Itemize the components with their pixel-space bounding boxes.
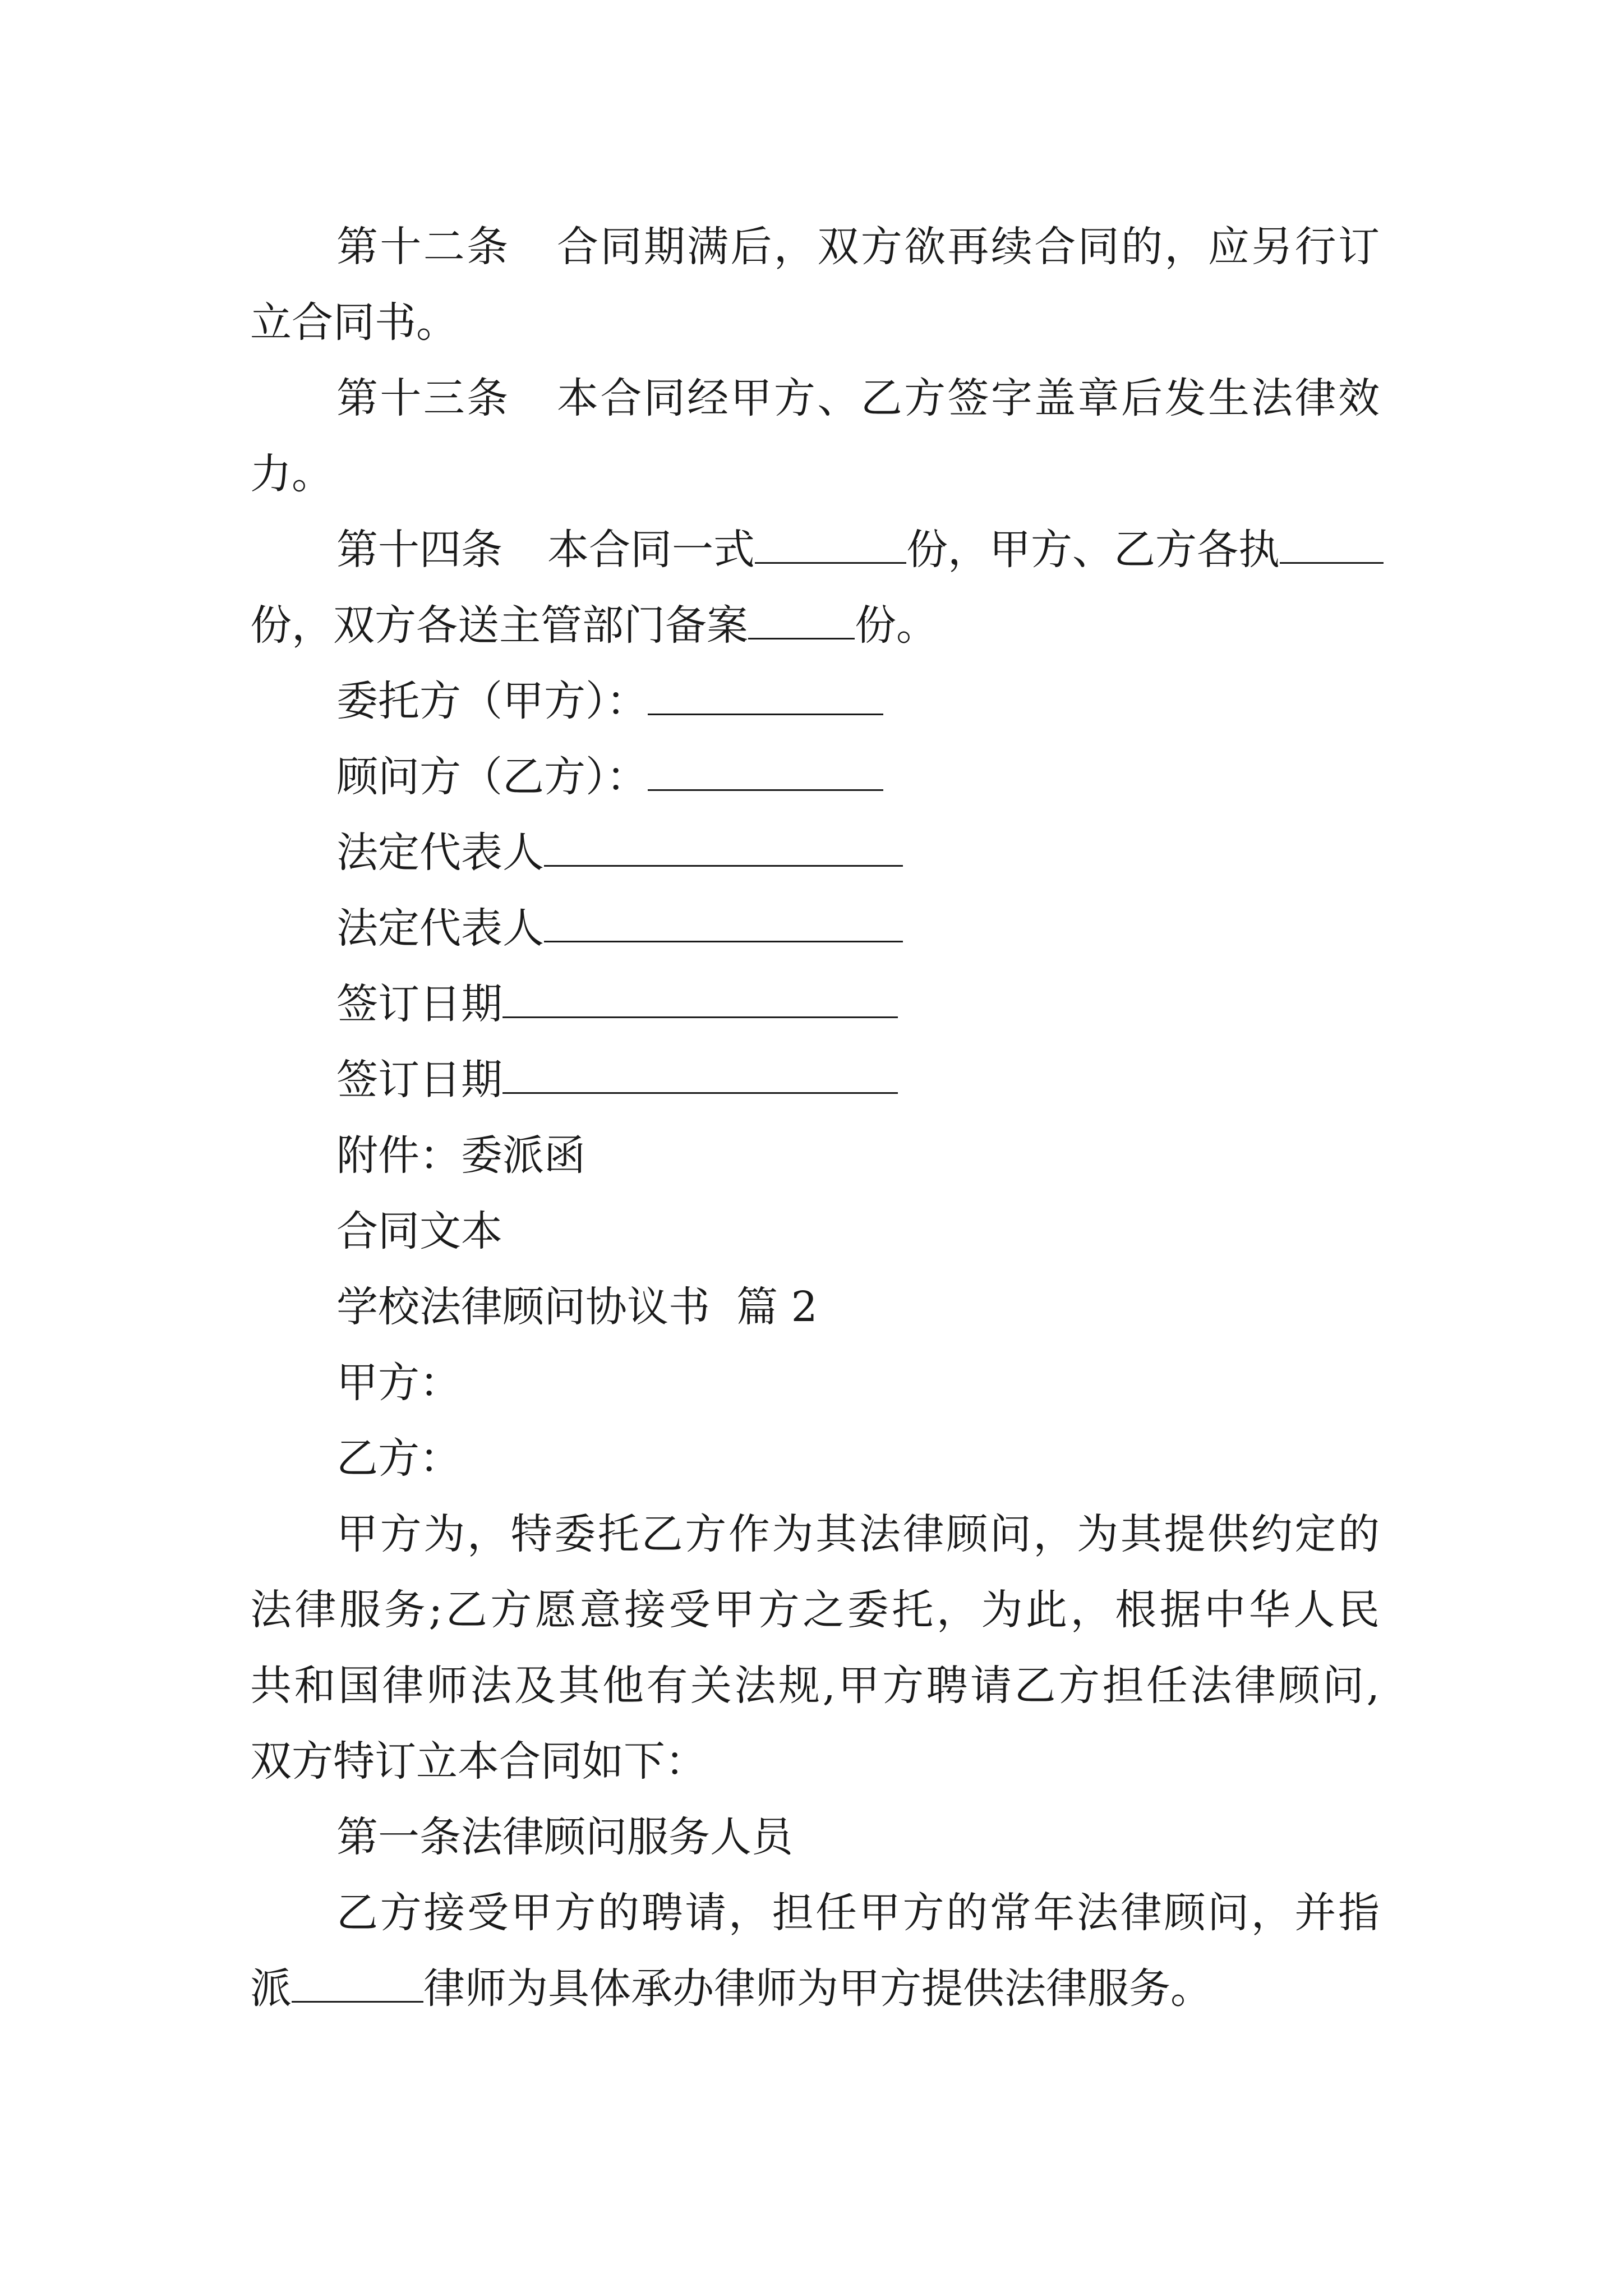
attachment-line: 附件：委派函 <box>336 1131 585 1180</box>
article-1-part-b: 律师为具体承办律师为甲方提供法律服务。 <box>423 1964 1212 2013</box>
sign-date-blank-2 <box>502 1057 898 1094</box>
intro-line-2: 法律服务;乙方愿意接受甲方之委托，为此，根据中华人民 <box>250 1586 1380 1634</box>
article-13-text: 本合同经甲方、乙方签字盖章后发生法律效 <box>555 374 1380 422</box>
article-13-line-2: 力。 <box>250 450 333 498</box>
sign-date-blank-1 <box>502 982 898 1018</box>
article-1-line-2 <box>250 1961 1212 2017</box>
article-12-text: 合同期满后，双方欲再续合同的，应另行订 <box>555 223 1380 271</box>
advisor-blank <box>648 754 883 791</box>
legal-rep-line-1 <box>336 825 903 881</box>
section-title: 学校法律顾问协议书 篇 2 <box>336 1283 818 1331</box>
article-14-line-1 <box>336 522 1384 578</box>
legal-rep-label-1: 法定代表人 <box>336 829 544 877</box>
sign-date-line-1 <box>336 976 898 1032</box>
copies-filing-blank <box>748 603 855 639</box>
copies-each-blank <box>1280 527 1384 564</box>
article-12-heading: 第十二条 <box>336 223 510 271</box>
contract-text-label: 合同文本 <box>336 1207 502 1255</box>
sign-date-line-2 <box>336 1052 898 1108</box>
sign-date-label-2: 签订日期 <box>336 1056 502 1104</box>
article-12-line-1 <box>336 219 1380 275</box>
article-14-part-2: 份，甲方、乙方各执 <box>906 526 1280 574</box>
legal-rep-blank-2 <box>544 906 903 942</box>
article-1-title: 第一条法律顾问服务人员 <box>336 1813 793 1861</box>
advisor-signature-line <box>336 749 883 805</box>
article-14-heading: 第十四条 <box>336 526 502 574</box>
article-1-part-a: 派 <box>250 1964 292 2013</box>
intro-line-4: 双方特订立本合同如下： <box>250 1737 707 1786</box>
principal-signature-line <box>336 673 883 729</box>
sign-date-label-1: 签订日期 <box>336 980 502 1028</box>
advisor-label: 顾问方（乙方）： <box>336 753 648 801</box>
legal-rep-line-2 <box>336 900 903 956</box>
party-b-label: 乙方： <box>336 1434 461 1483</box>
article-13-heading: 第十三条 <box>336 374 510 422</box>
article-14-part-4: 份。 <box>855 601 938 650</box>
article-14-part-1: 本合同一式 <box>547 526 755 574</box>
party-a-label: 甲方： <box>336 1359 461 1407</box>
article-1-line-1: 乙方接受甲方的聘请，担任甲方的常年法律顾问，并指 <box>336 1889 1380 1937</box>
principal-blank <box>648 679 883 715</box>
legal-rep-blank-1 <box>544 830 903 867</box>
intro-line-1: 甲方为，特委托乙方作为其法律顾问，为其提供约定的 <box>336 1510 1380 1558</box>
principal-label: 委托方（甲方）： <box>336 677 648 725</box>
intro-line-3: 共和国律师法及其他有关法规,甲方聘请乙方担任法律顾问, <box>250 1662 1380 1710</box>
lawyer-name-blank <box>292 1966 423 2003</box>
article-14-part-3: 份，双方各送主管部门备案 <box>250 601 748 650</box>
article-12-line-2: 立合同书。 <box>250 298 458 347</box>
copies-total-blank <box>755 527 906 564</box>
legal-rep-label-2: 法定代表人 <box>336 904 544 953</box>
article-13-line-1 <box>336 370 1380 426</box>
article-14-line-2 <box>250 597 938 654</box>
